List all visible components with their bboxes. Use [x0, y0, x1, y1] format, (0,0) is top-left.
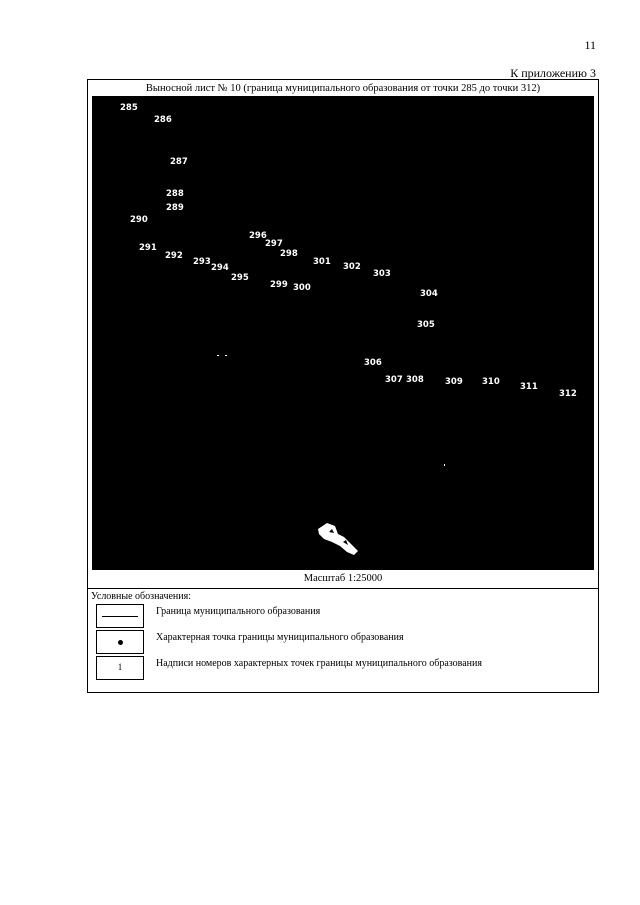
point-label-298: 298: [280, 249, 298, 259]
sheet-title: Выносной лист № 10 (граница муниципального образования от точки 285 до точки 312): [145, 83, 541, 94]
point-label-305: 305: [417, 320, 435, 330]
point-label-307: 307: [385, 375, 403, 385]
point-label-309: 309: [445, 377, 463, 387]
point-label-291: 291: [139, 243, 157, 253]
point-label-312: 312: [559, 389, 577, 399]
map-canvas: [92, 96, 594, 570]
point-label-302: 302: [343, 262, 361, 272]
map-specks: [217, 355, 445, 466]
map-area: [92, 96, 594, 570]
legend-divider: [88, 588, 598, 589]
appendix-note: К приложению 3: [510, 66, 596, 80]
point-labels: [120, 103, 577, 399]
map-scale: Масштаб 1:25000: [303, 573, 383, 584]
point-label-306: 306: [364, 358, 382, 368]
point-label-301: 301: [313, 257, 331, 267]
legend-point-symbol: [96, 630, 144, 654]
boundary-line-icon: [102, 616, 138, 617]
legend-heading: Условные обозначения:: [91, 591, 192, 602]
legend-label-text: Надписи номеров характерных точек границы муниципального образования: [156, 658, 482, 669]
point-label-292: 292: [165, 251, 183, 261]
point-label-289: 289: [166, 203, 184, 213]
point-label-304: 304: [420, 289, 438, 299]
point-label-311: 311: [520, 382, 538, 392]
point-label-308: 308: [406, 375, 424, 385]
legend-boundary-line-text: Граница муниципального образования: [156, 606, 321, 617]
map-sheet-frame: [87, 79, 599, 693]
point-label-288: 288: [166, 189, 184, 199]
legend-point-text: Характерная точка границы муниципального образования: [156, 632, 404, 643]
legend-label-symbol: [96, 656, 144, 680]
point-label-297: 297: [265, 239, 283, 249]
point-label-299: 299: [270, 280, 288, 290]
point-label-294: 294: [211, 263, 229, 273]
point-label-310: 310: [482, 377, 500, 387]
point-dot-icon: [118, 640, 123, 645]
point-label-290: 290: [130, 215, 148, 225]
point-label-icon: 1: [117, 662, 123, 672]
point-label-295: 295: [231, 273, 249, 283]
point-label-287: 287: [170, 157, 188, 167]
point-label-303: 303: [373, 269, 391, 279]
point-label-286: 286: [154, 115, 172, 125]
legend-boundary-line-symbol: [96, 604, 144, 628]
point-label-300: 300: [293, 283, 311, 293]
point-label-293: 293: [193, 257, 211, 267]
point-label-296: 296: [249, 231, 267, 241]
settlement-shape: [318, 523, 358, 555]
point-label-285: 285: [120, 103, 138, 113]
page-number: 11: [584, 38, 596, 52]
